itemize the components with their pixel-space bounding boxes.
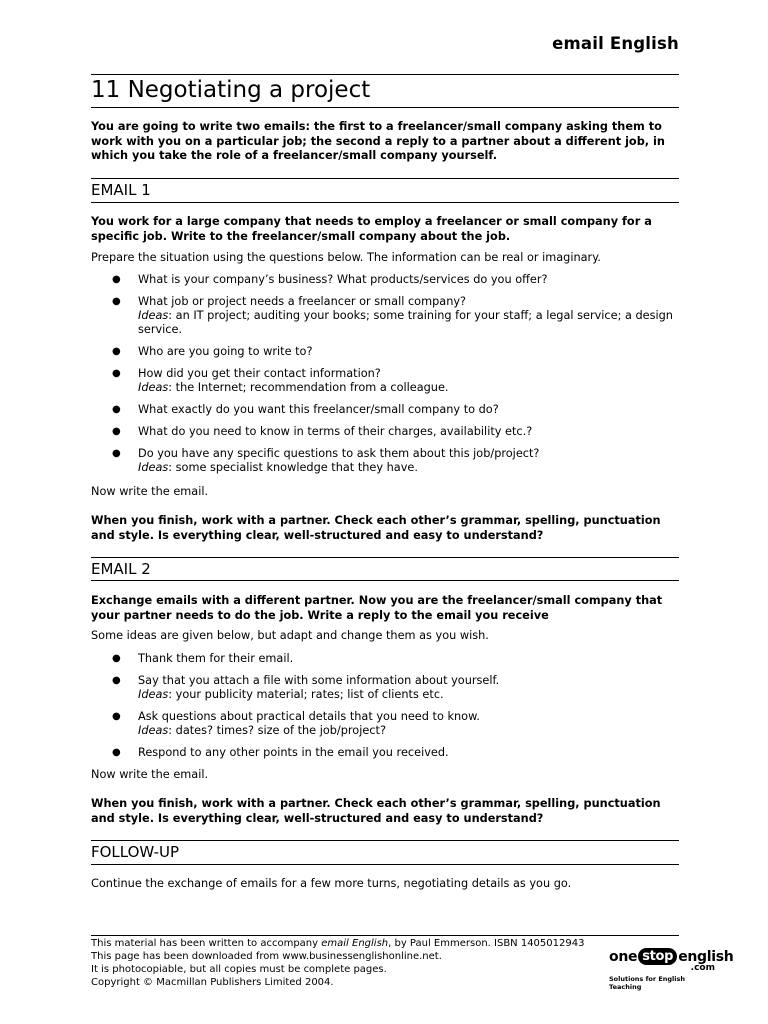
- list-item: ● Ask questions about practical details that you need to know. Ideas: dates? times? size of the job/project?: [112, 710, 480, 737]
- bullet-icon: ●: [112, 346, 121, 357]
- email1-prepare: Prepare the situation using the questions below. The information can be real or imaginary.: [91, 251, 601, 264]
- email1-top-rule: [91, 178, 679, 179]
- email1-finish: When you finish, work with a partner. Check each other’s grammar, spelling, punctuation and style. Is everything clear, well-structured and easy to understand?: [91, 514, 661, 542]
- followup-bottom-rule: [91, 864, 679, 865]
- followup-heading: FOLLOW-UP: [91, 843, 180, 861]
- list-item: ● Respond to any other points in the email you received.: [112, 746, 449, 759]
- list-item: ● Say that you attach a file with some information about yourself. Ideas: your publicity material; rates; list of clients etc.: [112, 674, 500, 701]
- bullet-icon: ●: [112, 426, 121, 437]
- bullet-icon: ●: [112, 404, 121, 415]
- email1-task: You work for a large company that needs to employ a freelancer or small company for a specific job. Write to the freelancer/small company about the job.: [91, 215, 652, 243]
- bullet-icon: ●: [112, 653, 121, 664]
- title-bottom-rule: [91, 107, 679, 108]
- bullet-icon: ●: [112, 274, 121, 285]
- bullet-icon: ●: [112, 675, 121, 686]
- list-item: ● What exactly do you want this freelancer/small company to do?: [112, 403, 499, 416]
- email1-question-list: [91, 273, 681, 483]
- list-item: ● What do you need to know in terms of their charges, availability etc.?: [112, 425, 533, 438]
- bullet-icon: ●: [112, 368, 121, 379]
- list-item: ● What is your company’s business? What products/services do you offer?: [112, 273, 548, 286]
- list-item: ● Thank them for their email.: [112, 652, 294, 665]
- header-brand: email English: [552, 34, 679, 53]
- email1-heading: EMAIL 1: [91, 181, 151, 199]
- email2-idea-list: [91, 652, 681, 768]
- email2-task: Exchange emails with a different partner. Now you are the freelancer/small company that your partner needs to do the job. Write a reply to the email you receive: [91, 594, 663, 622]
- list-item: ● How did you get their contact information? Ideas: the Internet; recommendation from a colleague.: [112, 367, 449, 394]
- bullet-icon: ●: [112, 448, 121, 459]
- title-top-rule: [91, 74, 679, 75]
- email1-bottom-rule: [91, 202, 679, 203]
- list-item: ● What job or project needs a freelancer or small company? Ideas: an IT project; auditing your books; some training for your staff; a legal service; a design service.: [112, 295, 673, 336]
- email2-now-write: Now write the email.: [91, 768, 209, 781]
- email2-finish: When you finish, work with a partner. Check each other’s grammar, spelling, punctuation and style. Is everything clear, well-structured and easy to understand?: [91, 797, 661, 825]
- onestopenglish-logo: one stop english .com Solutions for English Teaching: [609, 948, 734, 991]
- list-item: ● Who are you going to write to?: [112, 345, 313, 358]
- bullet-icon: ●: [112, 711, 121, 722]
- footer-line-2: This page has been downloaded from www.businessenglishonline.net.: [91, 951, 442, 962]
- list-item: ● Do you have any specific questions to ask them about this job/project? Ideas: some specialist knowledge that they have.: [112, 447, 540, 474]
- email1-now-write: Now write the email.: [91, 485, 209, 498]
- followup-text: Continue the exchange of emails for a few more turns, negotiating details as you go.: [91, 877, 572, 890]
- bullet-icon: ●: [112, 296, 121, 307]
- footer-rule: [91, 935, 679, 936]
- bullet-icon: ●: [112, 747, 121, 758]
- email2-bottom-rule: [91, 580, 679, 581]
- footer-line-4: Copyright © Macmillan Publishers Limited 2004.: [91, 977, 334, 988]
- followup-top-rule: [91, 840, 679, 841]
- email2-some-ideas: Some ideas are given below, but adapt and change them as you wish.: [91, 629, 489, 642]
- footer-line-3: It is photocopiable, but all copies must be complete pages.: [91, 964, 387, 975]
- page-title: 11 Negotiating a project: [91, 77, 371, 103]
- intro-paragraph: You are going to write two emails: the first to a freelancer/small company asking them to work with you on a particular job; the second a reply to a partner about a different job, in which you take the role of a freelancer/small company yourself.: [91, 120, 665, 162]
- email2-heading: EMAIL 2: [91, 560, 151, 578]
- footer-line-1: This material has been written to accompany email English, by Paul Emmerson. ISBN 1405012943: [91, 938, 585, 949]
- email2-top-rule: [91, 557, 679, 558]
- footer-credits: [91, 937, 584, 989]
